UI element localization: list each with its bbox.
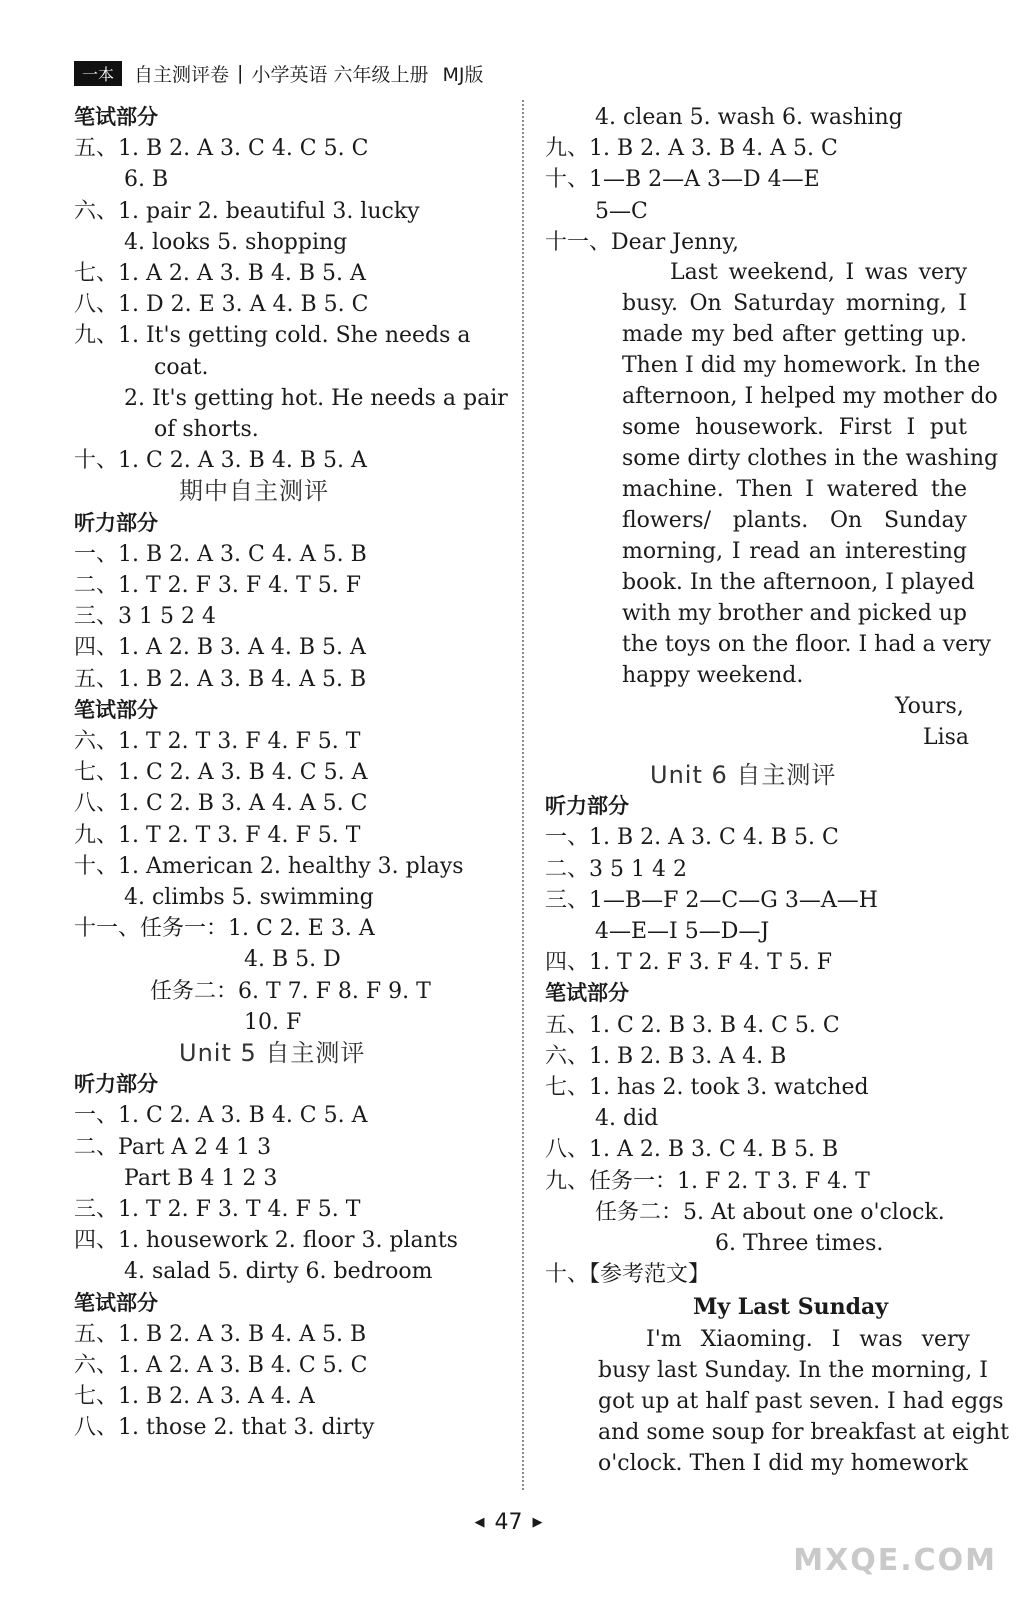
page-header: [74, 58, 483, 88]
answer-line: 十、1—B 2—A 3—D 4—E: [545, 167, 820, 193]
answer-line: 4. salad 5. dirty 6. bedroom: [124, 1259, 433, 1285]
answer-line: coat.: [154, 354, 209, 380]
answer-line: 6. B: [124, 167, 169, 193]
text-line: got up at half past seven. I had eggs: [598, 1389, 1004, 1414]
answer-line: 一、1. B 2. A 3. C 4. B 5. C: [545, 825, 839, 851]
section-heading: 听力部分: [74, 510, 158, 535]
test-title: Unit 5 自主测评: [179, 1039, 366, 1067]
text-line: flowers/ plants. On Sunday: [622, 508, 967, 533]
answer-line: 十、1. American 2. healthy 3. plays: [74, 853, 464, 879]
column-divider: [522, 100, 524, 1490]
text-line: busy last Sunday. In the morning, I: [598, 1358, 988, 1383]
letter-body: [622, 257, 999, 691]
section-heading: 笔试部分: [545, 981, 629, 1006]
text-line: morning, I read an interesting: [622, 539, 967, 564]
answer-line: 二、1. T 2. F 3. F 4. T 5. F: [74, 573, 362, 598]
answer-line: 九、1. B 2. A 3. B 4. A 5. C: [545, 136, 838, 162]
header-separator: |: [237, 62, 244, 84]
answer-line: 二、3 5 1 4 2: [545, 856, 687, 882]
answer-line: 八、1. A 2. B 3. C 4. B 5. B: [545, 1137, 839, 1163]
answer-line: 九、1. T 2. T 3. F 4. F 5. T: [74, 822, 361, 848]
prev-page-icon: ◀: [474, 1515, 485, 1530]
text-line: machine. Then I watered the: [622, 477, 967, 502]
edition-label: MJ版: [442, 63, 484, 86]
text-line: busy. On Saturday morning, I: [622, 291, 967, 316]
section-heading: 笔试部分: [74, 105, 158, 129]
publisher-logo: 一本: [74, 61, 122, 86]
answer-line: 三、1. T 2. F 3. T 4. F 5. T: [74, 1197, 361, 1222]
answer-line: 九、1. It's getting cold. She needs a: [74, 323, 471, 349]
letter-signature: Lisa: [923, 725, 970, 750]
answer-line: 四、1. housework 2. floor 3. plants: [74, 1228, 458, 1254]
answer-line: 五、1. B 2. A 3. B 4. A 5. B: [74, 1321, 367, 1347]
answer-line: 十一、任务一：1. C 2. E 3. A: [74, 916, 375, 942]
answer-line: 七、1. has 2. took 3. watched: [545, 1075, 869, 1100]
answer-line: 六、1. T 2. T 3. F 4. F 5. T: [74, 729, 361, 754]
text-line: o'clock. Then I did my homework: [598, 1451, 968, 1476]
answer-line: 10. F: [244, 1009, 302, 1035]
essay-title: My Last Sunday: [693, 1294, 889, 1320]
test-title: Unit 6 自主测评: [650, 761, 837, 789]
answer-line: of shorts.: [154, 417, 259, 442]
text-line: Then I did my homework. In the: [622, 353, 981, 378]
essay-body: [598, 1324, 1009, 1479]
text-line: and some soup for breakfast at eight: [598, 1420, 1009, 1445]
answer-line: 八、1. those 2. that 3. dirty: [74, 1415, 375, 1441]
section-heading: 听力部分: [74, 1072, 158, 1097]
answer-line: 2. It's getting hot. He needs a pair: [124, 385, 508, 411]
answer-line: 五、1. B 2. A 3. C 4. C 5. C: [74, 136, 369, 162]
answer-line: 八、1. C 2. B 3. A 4. A 5. C: [74, 791, 368, 817]
answer-line: 5—C: [595, 198, 648, 224]
answer-line: 6. Three times.: [715, 1231, 884, 1256]
answer-line: 七、1. A 2. A 3. B 4. B 5. A: [74, 261, 366, 286]
answer-line: 十、【参考范文】: [545, 1262, 711, 1288]
text-line: book. In the afternoon, I played: [622, 570, 975, 595]
answer-line: 六、1. A 2. A 3. B 4. C 5. C: [74, 1353, 368, 1378]
answer-line: 九、任务一：1. F 2. T 3. F 4. T: [545, 1168, 870, 1194]
series-title: 自主测评卷: [134, 63, 230, 86]
text-line: with my brother and picked up: [622, 601, 968, 626]
text-line: Last weekend, I was very: [670, 260, 967, 285]
answer-line: 4. clean 5. wash 6. washing: [595, 105, 903, 130]
text-line: some housework. First I put: [622, 415, 967, 440]
answer-line: 4. B 5. D: [244, 947, 341, 973]
answer-line: 一、1. B 2. A 3. C 4. A 5. B: [74, 541, 367, 567]
test-title: 期中自主测评: [179, 477, 329, 506]
page-number: 47: [494, 1510, 523, 1535]
letter-closing: Yours,: [895, 694, 964, 719]
text-line: I'm Xiaoming. I was very: [646, 1327, 970, 1352]
answer-line: 4. looks 5. shopping: [124, 229, 348, 255]
answer-line: 十、1. C 2. A 3. B 4. B 5. A: [74, 448, 367, 474]
answer-line: 三、1—B—F 2—C—G 3—A—H: [545, 887, 878, 913]
answer-line: 五、1. B 2. A 3. B 4. A 5. B: [74, 666, 367, 692]
answer-line: 四、1. T 2. F 3. F 4. T 5. F: [545, 950, 833, 976]
answer-line: 4. climbs 5. swimming: [124, 885, 374, 910]
answer-line: 六、1. pair 2. beautiful 3. lucky: [74, 198, 420, 224]
next-page-icon: ▶: [532, 1515, 543, 1530]
answer-line: Part B 4 1 2 3: [124, 1165, 278, 1191]
answer-line: 二、Part A 2 4 1 3: [74, 1134, 272, 1160]
text-line: happy weekend.: [622, 663, 804, 688]
answer-line: 任务二：6. T 7. F 8. F 9. T: [150, 978, 431, 1004]
text-line: made my bed after getting up.: [622, 322, 967, 347]
answer-line: 4. did: [595, 1106, 659, 1132]
text-line: some dirty clothes in the washing: [622, 446, 999, 471]
text-line: the toys on the floor. I had a very: [622, 632, 992, 657]
answer-line: 任务二：5. At about one o'clock.: [595, 1199, 945, 1225]
answer-line: 4—E—I 5—D—J: [595, 919, 770, 944]
answer-line: 十一、Dear Jenny,: [545, 229, 739, 255]
answer-line: 七、1. C 2. A 3. B 4. C 5. A: [74, 760, 368, 786]
answer-line: 七、1. B 2. A 3. A 4. A: [74, 1384, 315, 1410]
text-line: afternoon, I helped my mother do: [622, 384, 998, 409]
section-heading: 笔试部分: [74, 1290, 158, 1315]
answer-line: 一、1. C 2. A 3. B 4. C 5. A: [74, 1103, 368, 1129]
watermark: MXQE.COM: [793, 1543, 997, 1578]
answer-line: 六、1. B 2. B 3. A 4. B: [545, 1043, 787, 1069]
page-footer: [0, 1510, 1017, 1535]
answer-line: 八、1. D 2. E 3. A 4. B 5. C: [74, 292, 369, 318]
section-heading: 听力部分: [545, 794, 629, 819]
answer-line: 五、1. C 2. B 3. B 4. C 5. C: [545, 1012, 840, 1038]
answer-line: 四、1. A 2. B 3. A 4. B 5. A: [74, 635, 366, 661]
subject-title: 小学英语 六年级上册: [251, 63, 429, 86]
answer-line: 三、3 1 5 2 4: [74, 604, 216, 630]
section-heading: 笔试部分: [74, 697, 158, 722]
